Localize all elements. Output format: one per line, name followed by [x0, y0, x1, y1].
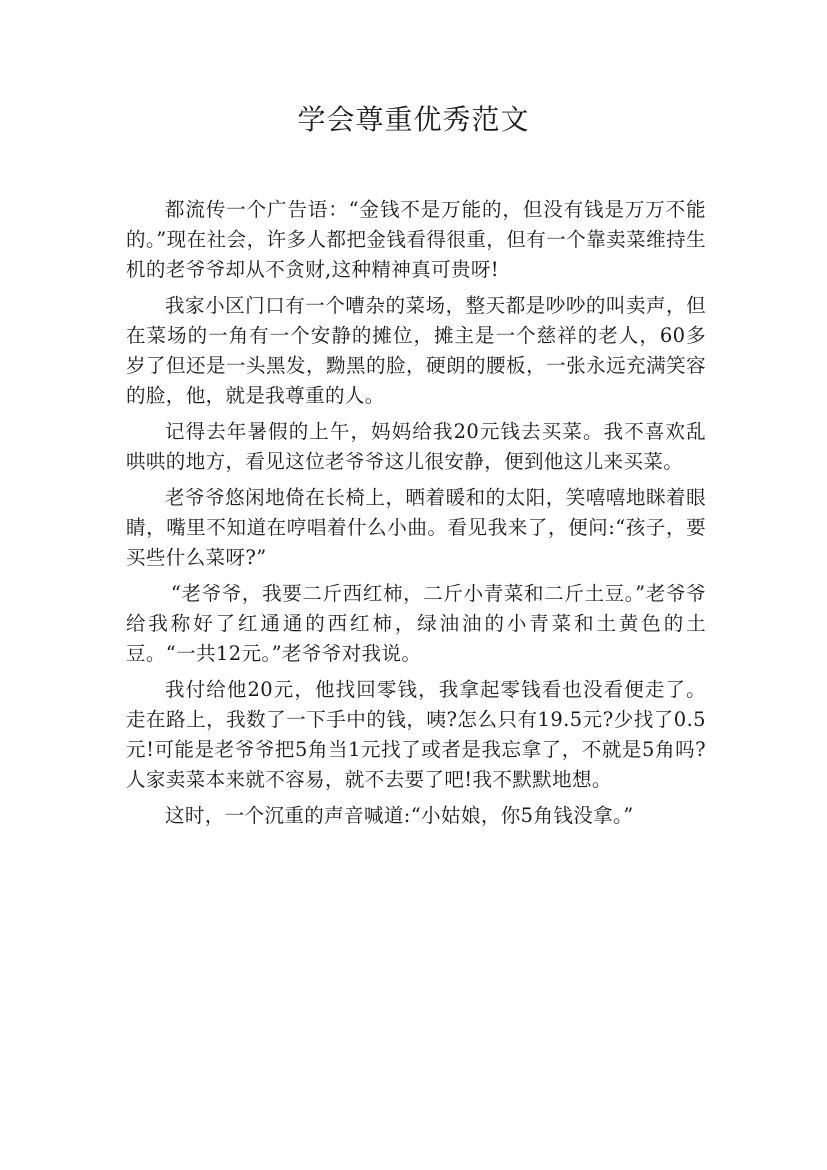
paragraph-1: 都流传一个广告语：“金钱不是万能的，但没有钱是万万不能的。”现在社会，许多人都把金钱看得很重，但有一个靠卖菜维持生机的老爷爷却从不贪财,这种精神真可贵呀!	[126, 198, 706, 281]
paragraph-3: 记得去年暑假的上午，妈妈给我20元钱去买菜。我不喜欢乱哄哄的地方，看见这位老爷爷这儿很安静，便到他这儿来买菜。	[126, 420, 706, 473]
document-body	[126, 195, 706, 837]
paragraph-7: 这时，一个沉重的声音喊道:“小姑娘，你5角钱没拿。”	[165, 804, 634, 827]
paragraph-5: “老爷爷，我要二斤西红柿，二斤小青菜和二斤土豆。”老爷爷给我称好了红通通的西红柿，绿油油的小青菜和土黄色的土豆。“一共12元。”老爷爷对我说。	[126, 582, 706, 665]
document-title: 学会尊重优秀范文	[297, 103, 530, 136]
paragraph-4: 老爷爷悠闲地倚在长椅上，晒着暖和的太阳，笑嘻嘻地眯着眼睛，嘴里不知道在哼唱着什么小曲。看见我来了，便问:“孩子，要买些什么菜呀?”	[126, 486, 706, 569]
paragraph-2: 我家小区门口有一个嘈杂的菜场，整天都是吵吵的叫卖声，但在菜场的一角有一个安静的摊位，摊主是一个慈祥的老人，60多岁了但还是一头黑发，黝黑的脸，硬朗的腰板，一张永远充满笑容的脸，他，就是我尊重的人。	[126, 294, 706, 407]
paragraph-6: 我付给他20元，他找回零钱，我拿起零钱看也没看便走了。走在路上，我数了一下手中的钱，咦?怎么只有19.5元?少找了0.5元!可能是老爷爷把5角当1元找了或者是我忘拿了，不就是5角吗?人家卖菜本来就不容易，就不去要了吧!我不默默地想。	[126, 678, 706, 791]
